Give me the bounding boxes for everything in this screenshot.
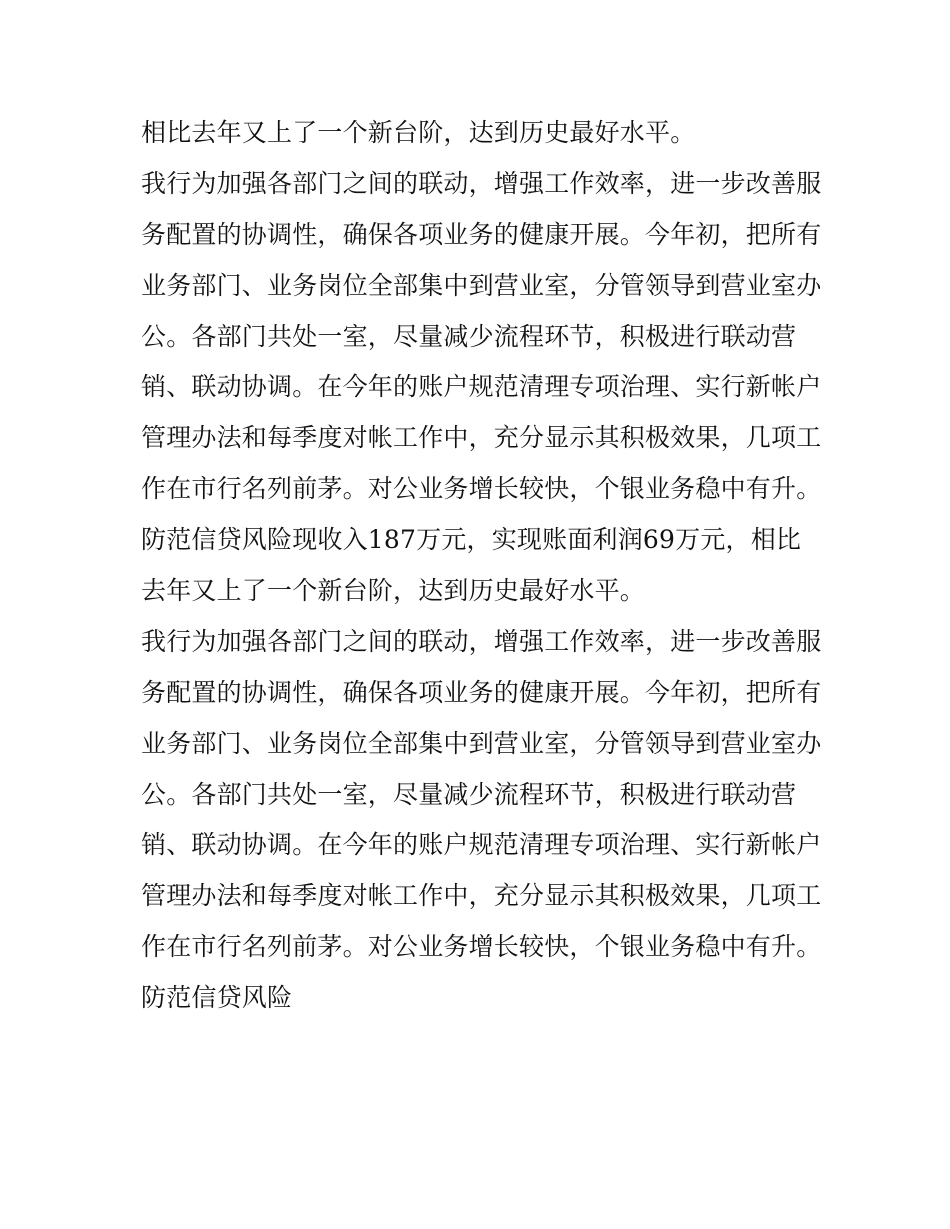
text-line: 我行为加强各部门之间的联动，增强工作效率，进一步改善服 — [141, 168, 822, 198]
text-line: 我行为加强各部门之间的联动，增强工作效率，进一步改善服 — [141, 626, 822, 656]
text-line: 相比去年又上了一个新台阶，达到历史最好水平。 — [141, 118, 696, 147]
text-line: 业务部门、业务岗位全部集中到营业室，分管领导到营业室办 — [141, 270, 822, 300]
text-line: 作在市行名列前茅。对公业务增长较快，个银业务稳中有升。 — [141, 932, 822, 962]
text-line: 防范信贷风险现收入187万元，实现账面利润69万元，相比 — [141, 525, 802, 555]
text-line: 销、联动协调。在今年的账户规范清理专项治理、实行新帐户 — [141, 372, 822, 402]
text-line: 去年又上了一个新台阶，达到历史最好水平。 — [141, 576, 646, 606]
text-line: 防范信贷风险 — [141, 983, 293, 1013]
text-line: 作在市行名列前茅。对公业务增长较快，个银业务稳中有升。 — [141, 474, 822, 504]
text-line: 公。各部门共处一室，尽量减少流程环节，积极进行联动营 — [141, 779, 797, 809]
text-line: 公。各部门共处一室，尽量减少流程环节，积极进行联动营 — [141, 321, 797, 351]
text-line: 业务部门、业务岗位全部集中到营业室，分管领导到营业室办 — [141, 728, 822, 758]
text-line: 务配置的协调性，确保各项业务的健康开展。今年初，把所有 — [141, 677, 822, 707]
text-line: 务配置的协调性，确保各项业务的健康开展。今年初，把所有 — [141, 219, 822, 249]
text-line: 管理办法和每季度对帐工作中，充分显示其积极效果，几项工 — [141, 881, 822, 911]
text-line: 管理办法和每季度对帐工作中，充分显示其积极效果，几项工 — [141, 423, 822, 453]
document-body — [141, 108, 841, 1024]
text-line: 销、联动协调。在今年的账户规范清理专项治理、实行新帐户 — [141, 830, 822, 860]
